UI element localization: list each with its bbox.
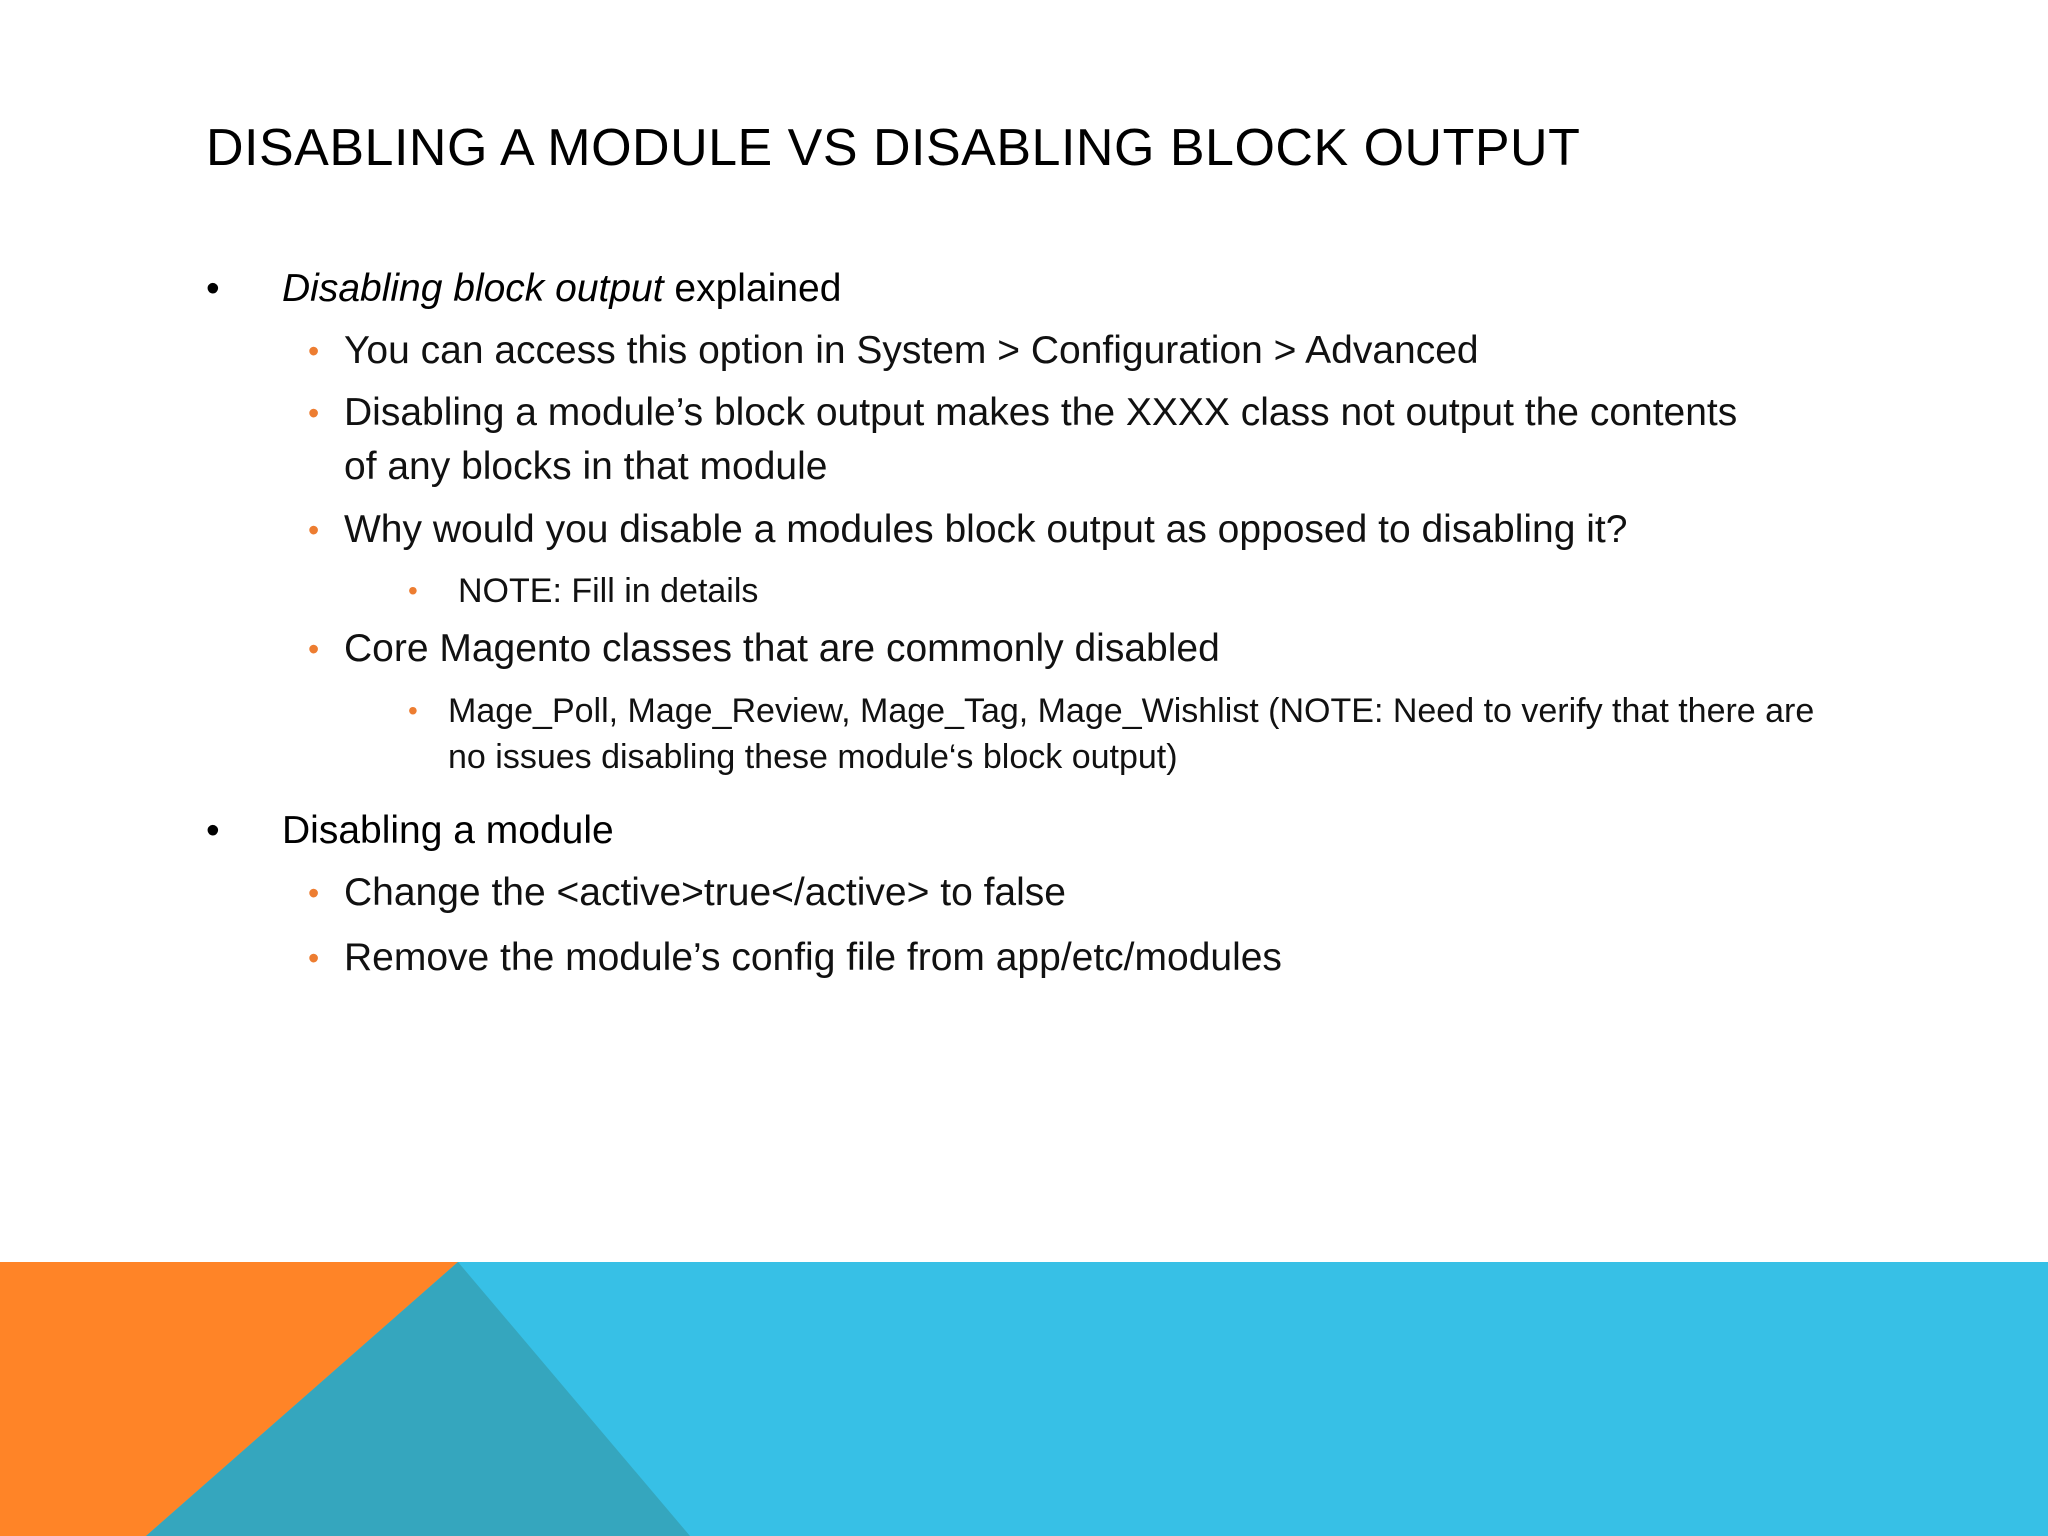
list-item-text: Remove the module’s config file from app/etc/modules: [344, 936, 1282, 979]
section-heading: Disabling a module: [282, 809, 614, 852]
slide-title: DISABLING A MODULE VS DISABLING BLOCK OUTPUT: [206, 119, 1581, 177]
bullet-orange: •: [308, 875, 320, 911]
bullet-orange: •: [408, 575, 418, 606]
list-item-text: You can access this option in System > Configuration > Advanced: [344, 329, 1479, 372]
footer-decoration: [0, 1262, 2048, 1536]
bullet-orange: •: [308, 395, 320, 431]
list-item-text: Change the <active>true</active> to false: [344, 871, 1066, 914]
heading-italic: Disabling block output: [282, 267, 664, 310]
bullet-orange: •: [308, 940, 320, 976]
heading-rest: explained: [663, 267, 842, 310]
list-item-text: Disabling a module’s block output makes the XXXX class not output the contents of any blocks in that module: [344, 391, 1738, 488]
sub-list-item-text: NOTE: Fill in details: [458, 572, 759, 610]
bullet: •: [206, 267, 220, 310]
bullet-orange: •: [308, 512, 320, 548]
bullet-orange: •: [408, 695, 418, 726]
list-item-text: Core Magento classes that are commonly disabled: [344, 627, 1220, 670]
bullet-orange: •: [308, 631, 320, 667]
list-item-text: Why would you disable a modules block output as opposed to disabling it?: [344, 508, 1628, 551]
bullet: •: [206, 809, 220, 852]
section-heading: [282, 266, 1782, 312]
bullet-orange: •: [308, 333, 320, 369]
sub-list-item-text: Mage_Poll, Mage_Review, Mage_Tag, Mage_Wishlist (NOTE: Need to verify that there are no issues disabling these module‘s block output): [448, 692, 1815, 776]
